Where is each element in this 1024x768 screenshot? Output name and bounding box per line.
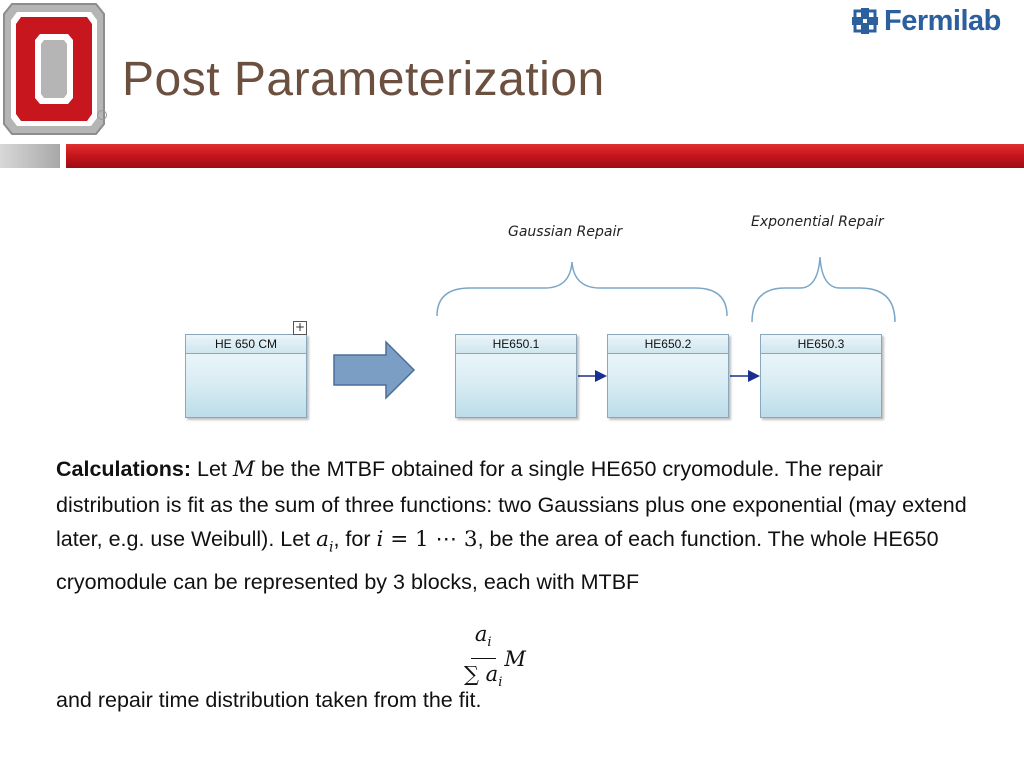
gaussian-brace [437,262,727,316]
calculations-paragraph [56,452,976,599]
formula-numerator [471,622,496,659]
link-arrowhead-2 [748,370,760,382]
math-subscript-i: i [498,675,503,691]
calculations-label: Calculations: [56,457,191,481]
exponential-brace [752,257,895,322]
page-title: Post Parameterization [122,53,605,106]
text-segment: Let [196,457,233,481]
math-a: a [474,622,488,646]
block-he650-cm[interactable] [185,334,307,418]
block-label: HE650.3 [761,335,881,354]
math-a: a [316,527,329,552]
math-m: M [504,646,526,671]
block-he650-1[interactable] [455,334,577,418]
math-m: M [232,457,255,482]
block-label: HE650.1 [456,335,576,354]
text-segment: , for [333,527,377,551]
math-a: a [485,662,499,687]
closing-sentence: and repair time distribution taken from the fit. [56,688,482,712]
gaussian-repair-label: Gaussian Repair [508,224,623,240]
expand-icon[interactable]: + [294,320,306,334]
sum-symbol: ∑ [464,662,486,687]
math-subscript-i: i [328,539,334,556]
math-i: i [376,527,384,552]
mtbf-formula [464,622,526,695]
text-segment: be the MTBF obtained for a single HE650 cryomodule. The repair distribution is fit as the sum of three functions: two Gaussians plus one exponential (may extend later, e.g. use Weibull). Let [56,457,967,551]
block-label: HE 650 CM [186,335,306,354]
fermilab-logo-text: Fermilab [884,4,1001,37]
big-right-arrow [334,342,414,398]
block-label: HE650.2 [608,335,728,354]
text-segment: , be the area of each function. The whole HE650 cryomodule can be represented by 3 blocks, each with MTBF [56,527,939,594]
block-he650-2[interactable] [607,334,729,418]
formula-fraction [464,622,502,695]
math-subscript-i: i [487,635,492,651]
link-arrowhead-1 [595,370,607,382]
exponential-repair-label: Exponential Repair [751,214,884,230]
block-he650-3[interactable] [760,334,882,418]
math-range: = 1 ⋯ 3 [383,527,478,552]
